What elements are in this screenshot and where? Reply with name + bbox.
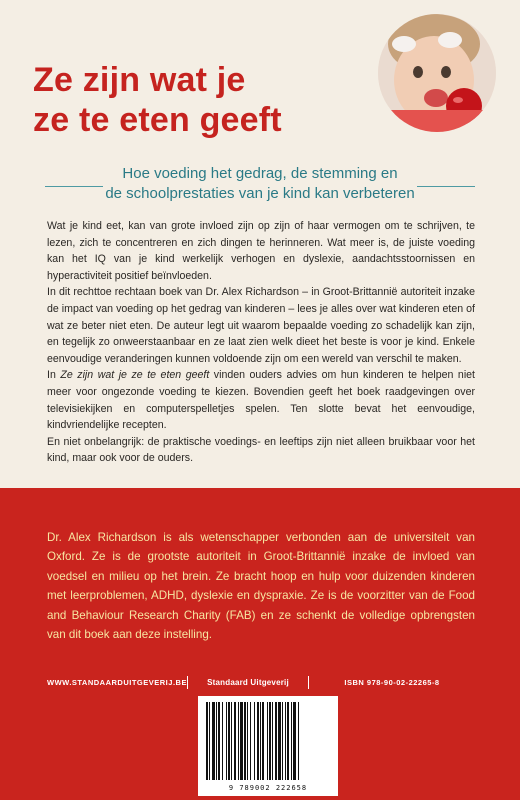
barcode-bar	[206, 702, 208, 780]
barcode-bar	[278, 702, 281, 780]
barcode-bar	[247, 702, 248, 780]
barcode-bar	[222, 702, 223, 780]
barcode-bar	[272, 702, 273, 780]
barcode-bar	[226, 702, 227, 780]
barcode-bar	[260, 702, 261, 780]
barcode-bar	[240, 702, 243, 780]
book-subtitle	[45, 164, 475, 204]
barcode-bar	[285, 702, 286, 780]
barcode-bar	[231, 702, 232, 780]
blurb-text	[47, 218, 475, 467]
subtitle-line-1: Hoe voeding het gedrag, de stemming en	[122, 165, 398, 182]
barcode	[198, 696, 338, 796]
barcode-number: 9 789002 222658	[228, 784, 308, 792]
barcode-bar	[298, 702, 299, 780]
isbn-number: ISBN 978-90-02-22265-8	[344, 678, 440, 687]
barcode-bars	[204, 702, 332, 782]
book-title-line-1: Ze zijn wat je	[33, 61, 246, 99]
barcode-bar	[244, 702, 246, 780]
book-title	[33, 60, 433, 140]
barcode-bar	[238, 702, 239, 780]
child-eating-apple-photo	[378, 14, 496, 132]
barcode-bar	[218, 702, 220, 780]
blurb-paragraph-3-rest: vinden ouders advies om hun kinderen te helpen niet meer voor ongezonde voeding te kiezen. Bovendien geeft het boek raadgevingen over televisiekijken en computerspelletjes spelen. Ten slotte bevat het eenvoudige, kindvriendelijke recepten.	[47, 369, 476, 432]
blurb-paragraph-3-prefix: In	[47, 369, 61, 382]
barcode-bar	[291, 702, 292, 780]
blurb-paragraph-3	[47, 367, 475, 433]
barcode-bar	[254, 702, 255, 780]
blurb-paragraph-2: In dit rechttoe rechtaan boek van Dr. Alex Richardson – in Groot-Brittannië autoriteit inzake de impact van voeding op het gedrag van kinderen – lees je alles over wat kinderen eten of wat ze beter niet eten. De auteur legt uit waarom bepaalde voeding zo schadelijk kan zijn, en tegelijk zo onweerstaanbaar en ze laat zien welk dieet het beste is voor je kind. Enkele eenvoudige veranderingen kunnen voldoende zijn om een wereld van verschil te maken.	[47, 286, 475, 365]
blurb-book-title-italic: Ze zijn wat je ze te eten geeft	[60, 369, 210, 382]
child-photo-illustration	[378, 14, 496, 132]
barcode-bar	[282, 702, 283, 780]
barcode-bar	[269, 702, 271, 780]
publisher-info-bar	[47, 676, 475, 689]
subtitle-line-2: de schoolprestaties van je kind kan verbeteren	[105, 185, 415, 202]
blurb-paragraph-4: En niet onbelangrijk: de praktische voedings- en leeftips zijn niet alleen bruikbaar voor het kind, maar ook voor de ouders.	[47, 435, 475, 465]
barcode-bar	[257, 702, 259, 780]
barcode-bar	[216, 702, 217, 780]
barcode-bar	[209, 702, 210, 780]
blurb-paragraph-1: Wat je kind eet, kan van grote invloed zijn op zijn of haar vermogen om te schrijven, te lezen, zich te concentreren en zich dingen te herinneren. Wat meer is, de juiste voeding kan het IQ van je kind werkelijk verhogen en dyslexie, aandachtsstoornissen en hyperactiviteit positief beïnvloeden.	[47, 220, 475, 282]
publisher-url: WWW.STANDAARDUITGEVERIJ.BE	[47, 678, 187, 687]
barcode-bar	[293, 702, 296, 780]
barcode-bar	[228, 702, 230, 780]
barcode-bar	[275, 702, 277, 780]
barcode-bar	[250, 702, 251, 780]
barcode-bar	[262, 702, 264, 780]
barcode-bar	[287, 702, 289, 780]
barcode-bar	[212, 702, 215, 780]
publisher-name: Standaard Uitgeverij	[207, 678, 289, 687]
barcode-bar	[267, 702, 268, 780]
author-bio: Dr. Alex Richardson is als wetenschapper verbonden aan de universiteit van Oxford. Ze is de grootste autoriteit in Groot-Brittannië inzake de invloed van voedsel en milieu op het brein. Ze bracht hoop en hulp voor duizenden kinderen met leerproblemen, ADHD, dyslexie en dyspraxie. Ze is de voorzitter van de Food and Behaviour Research Charity (FAB) en ze schenkt de volledige opbrengsten van dit boek aan deze instelling.	[47, 531, 475, 642]
subtitle-block	[45, 164, 475, 208]
book-title-line-2: ze te eten geeft	[33, 101, 282, 139]
barcode-bar	[234, 702, 236, 780]
